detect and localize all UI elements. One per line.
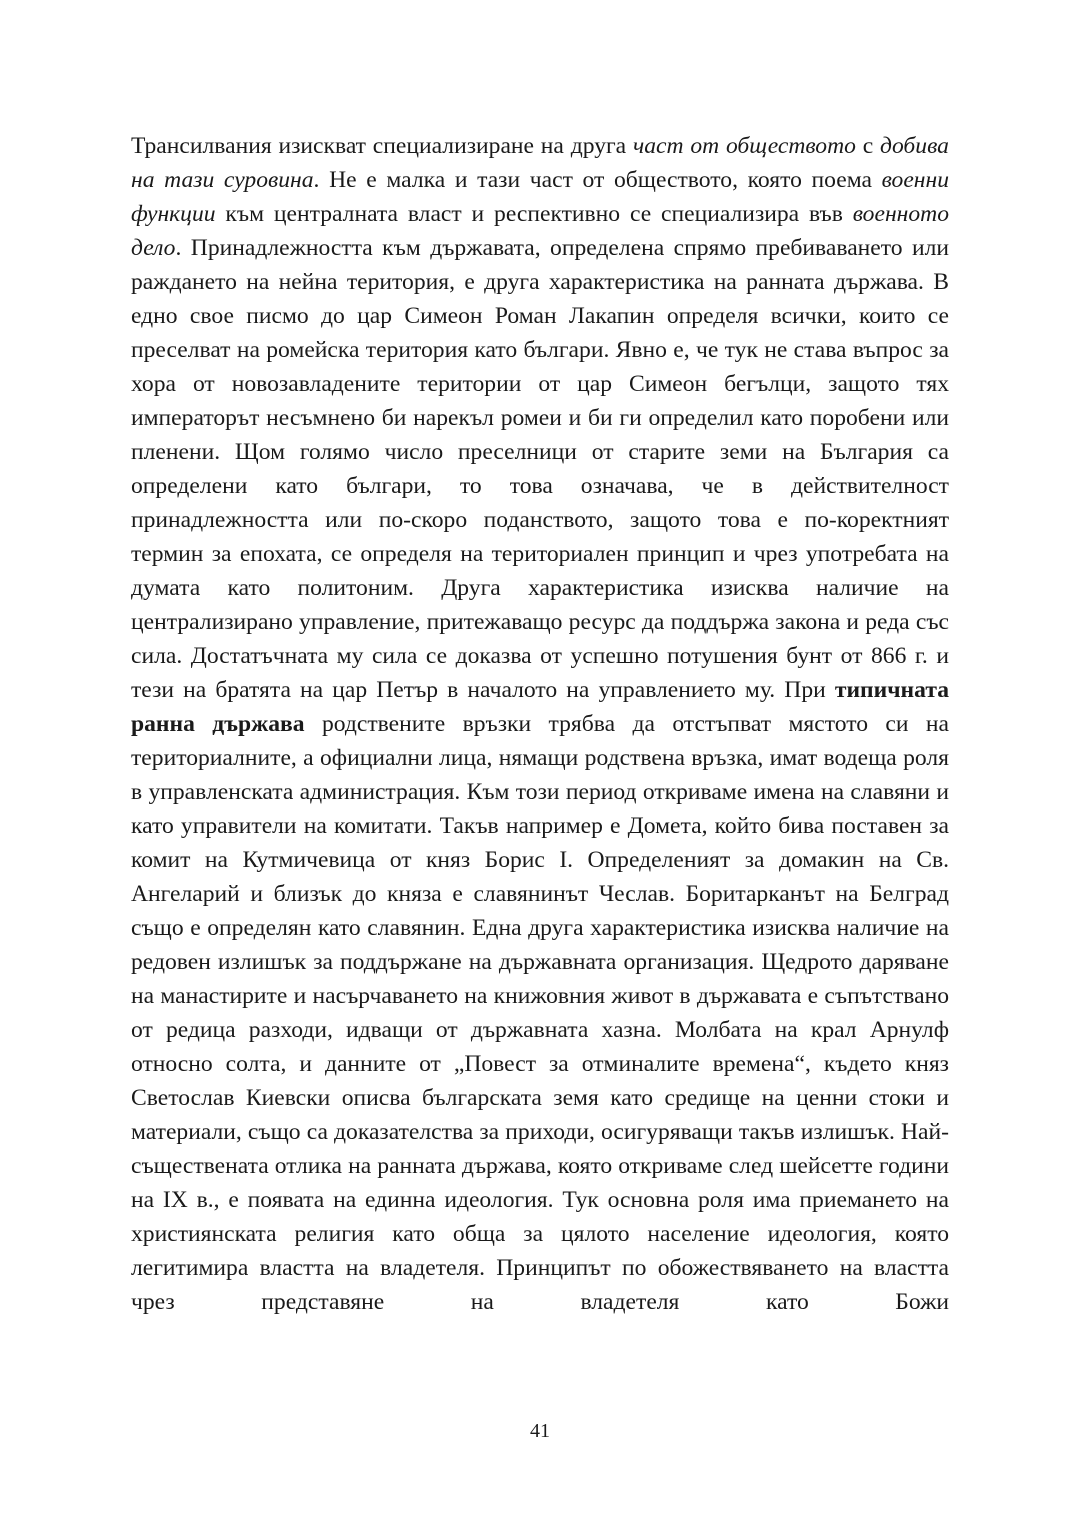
text-run: . Не е малка и тази част от обществото, която поема xyxy=(313,167,882,193)
text-run: към централната власт и респективно се специализира във xyxy=(215,201,853,227)
text-run: . Принадлежността към държавата, определена спрямо пребиваването или раждането на нейна територия, е друга характеристика на ранната държава. В едно свое писмо до цар Симеон Роман Лакапин определя всички, които се преселват на ромейска територия като българи. Явно е, че тук не става въпрос за хора от новозавладените територии от цар Симеон бегълци, защото тях императорът несъмнено би нарекъл ромеи и би ги определил като поробени или пленени. Щом голямо число преселници от старите земи на България са определени като българи, то това означава, че в действителност принадлежността или по-скоро поданството, защото това е по-коректният термин за епохата, се определя на териториален принцип и чрез употребата на думата като политоним. Друга характеристика изисква наличие на централизирано управление, притежаващо ресурс да поддържа закона и реда със сила. Достатъчната му сила се доказва от успешно потушения бунт от 866 г. и тези на братята на цар Петър в началото на управлението му. При xyxy=(131,235,949,703)
text-run: Трансилвания изискват специализиране на друга xyxy=(131,133,633,159)
bold-phrase: типичната ранна държава xyxy=(131,677,949,737)
body-paragraph xyxy=(131,129,949,1319)
page-number: 41 xyxy=(530,1420,550,1442)
italic-phrase: част от обществото xyxy=(632,133,856,159)
italic-phrase: военното дело xyxy=(131,201,949,261)
text-run: с xyxy=(855,133,881,159)
italic-phrase: добива на тази суровина xyxy=(131,133,949,193)
italic-phrase: военни функции xyxy=(131,167,950,227)
text-run: родствените връзки трябва да отстъпват мястото си на териториалните, а официални лица, нямащи родствена връзка, имат водеща роля в управленската администрация. Към този период откриваме имена на славяни и като управители на комитати. Такъв например е Домета, който бива поставен за комит на Кутмичевица от княз Борис I. Определеният за домакин на Св. Ангеларий и близък до княза е славянинът Чеслав. Боритарканът на Белград също е определян като славянин. Една друга характеристика изисква наличие на редовен излишък за поддържане на държавната организация. Щедрото даряване на манастирите и насърчаването на книжовния живот в държавата е съпътствано от редица разходи, идващи от държавната хазна. Молбата на крал Арнулф относно солта, и данните от „Повест за отминалите времена“, където княз Светослав Киевски описва българската земя като средище на ценни стоки и материали, също са доказателства за приходи, осигуряващи такъв излишък. Най-съществената отлика на ранната държава, която откриваме след шейсетте години на IX в., е появата на единна идеология. Тук основна роля има приемането на християнската религия като обща за цялото население идеология, която легитимира властта на владетеля. Принципът по обожествяването на властта чрез представяне на владетеля като Божи xyxy=(131,711,949,1315)
